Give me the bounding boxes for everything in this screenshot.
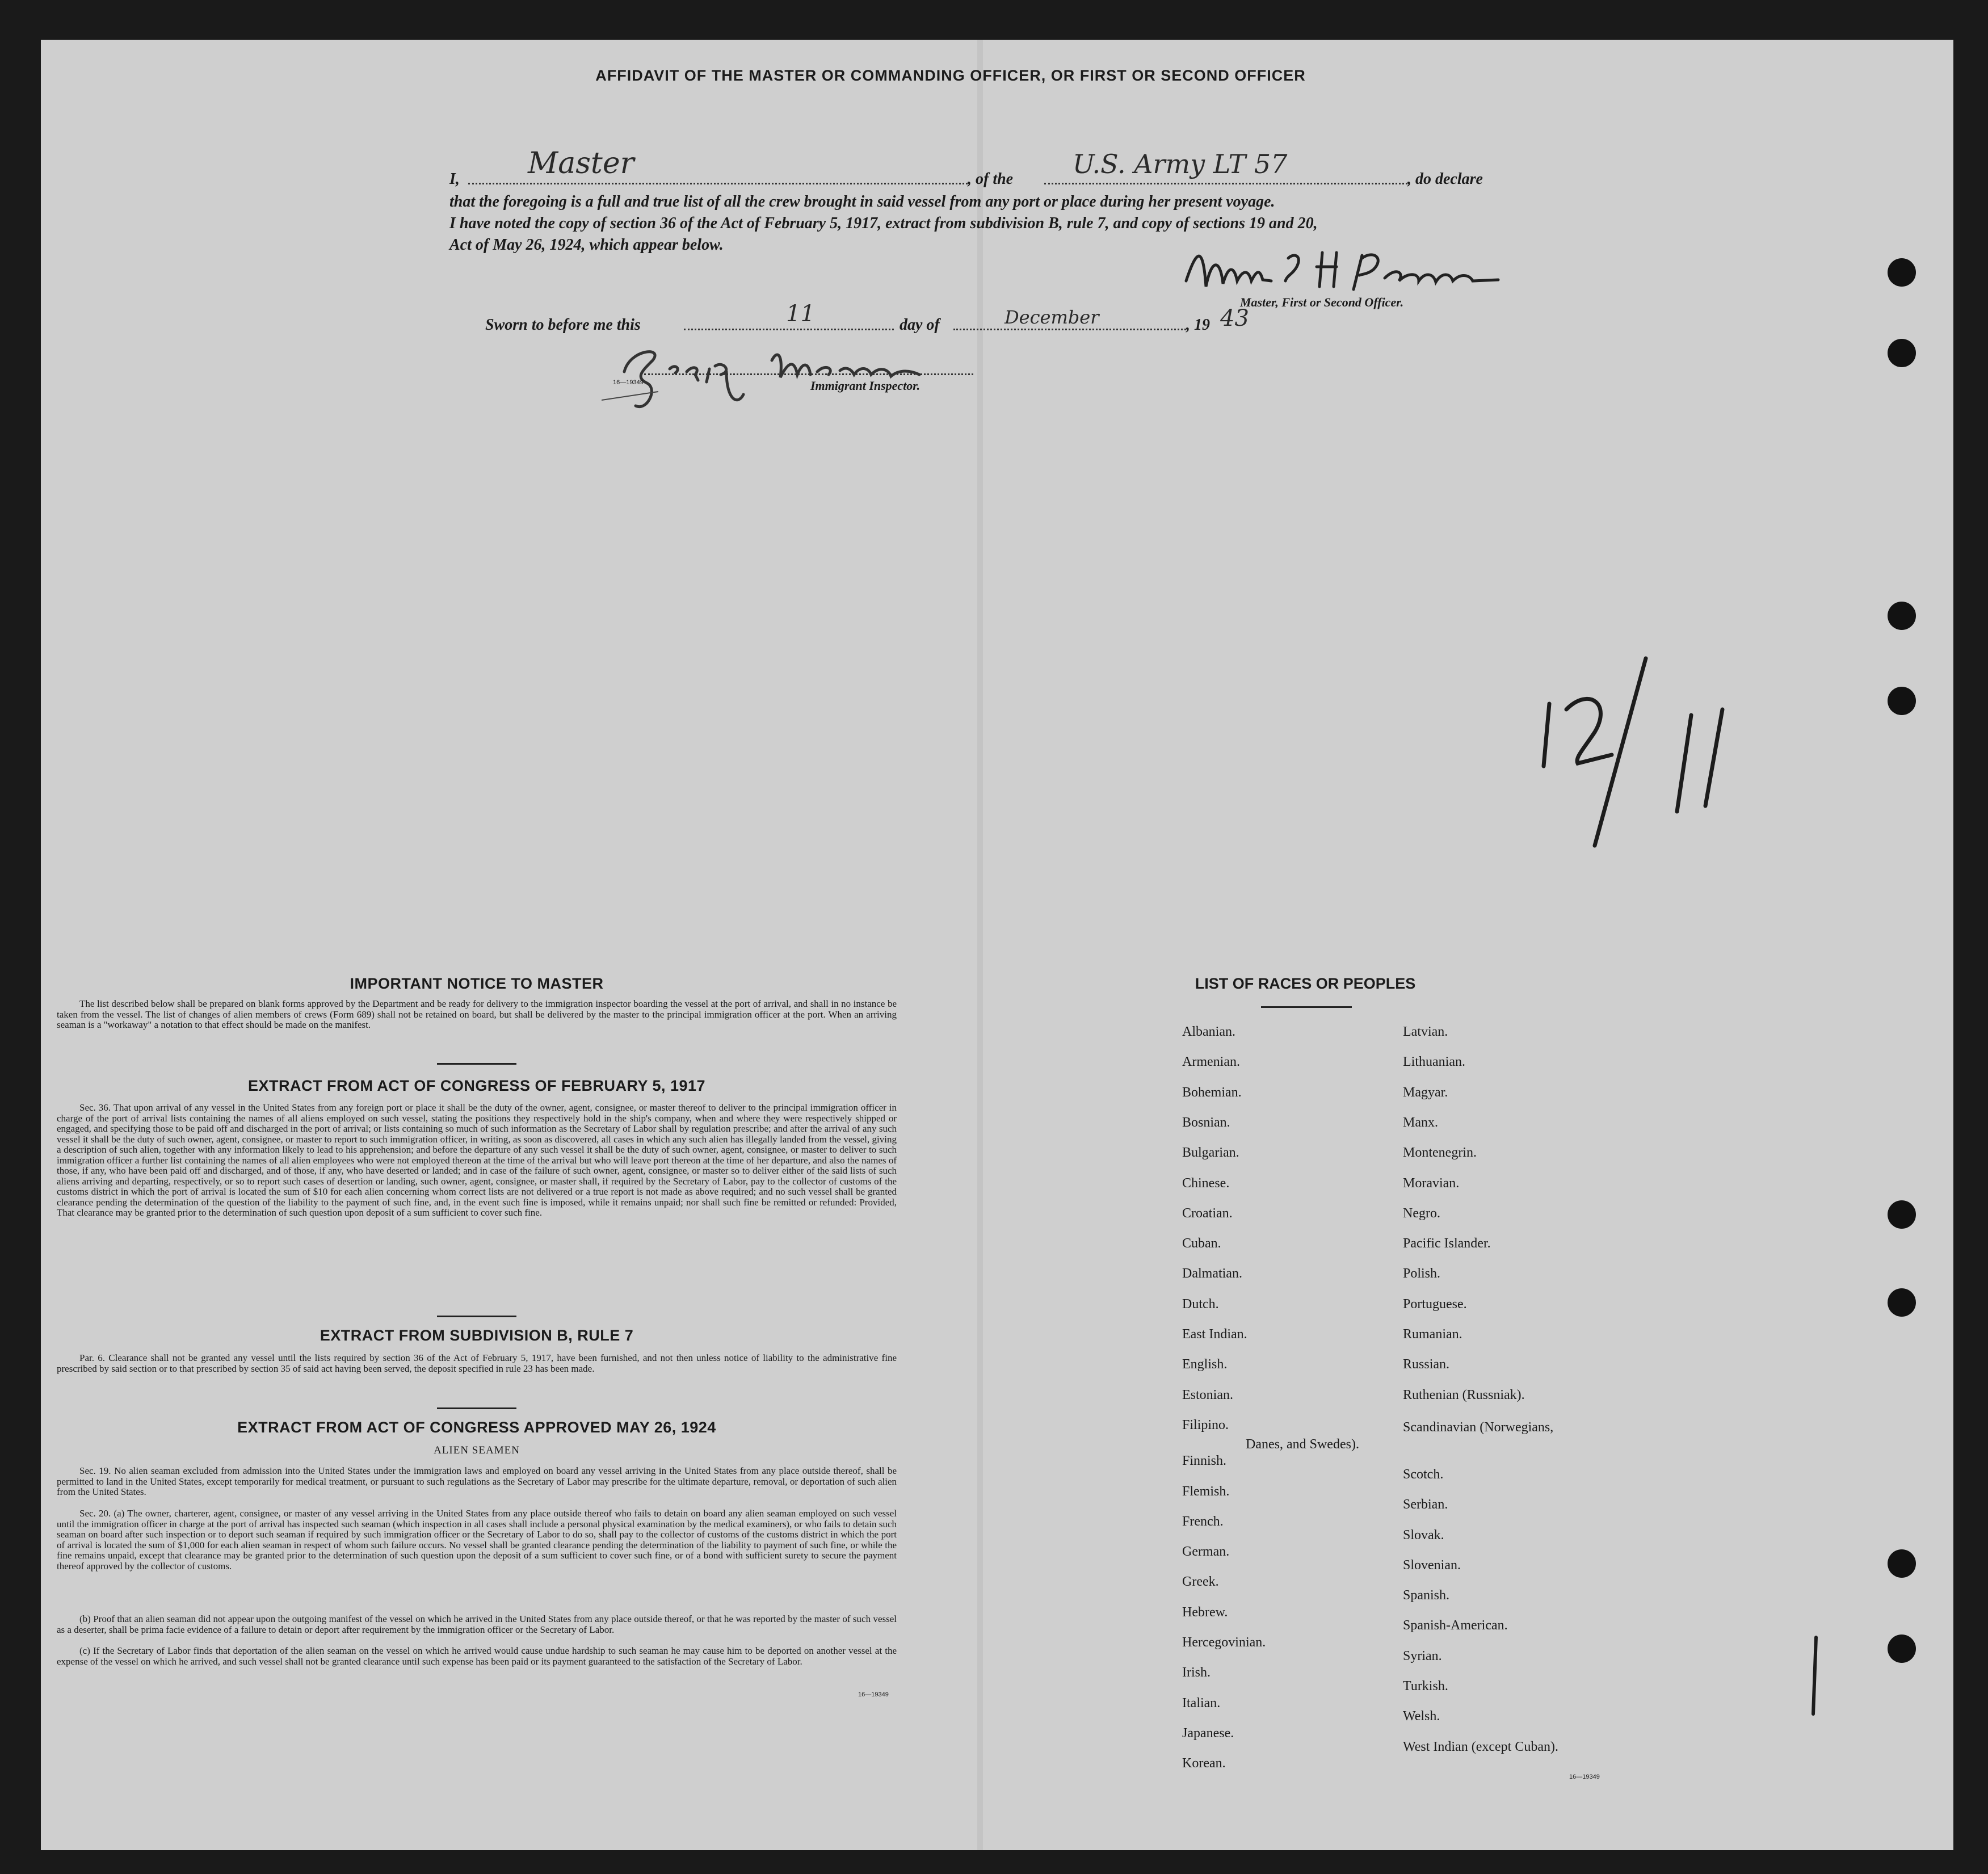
race-item: Flemish. bbox=[1182, 1484, 1230, 1499]
race-item: Irish. bbox=[1182, 1665, 1211, 1680]
inspector-signature bbox=[602, 338, 965, 417]
race-item: Croatian. bbox=[1182, 1205, 1233, 1221]
race-item: Chinese. bbox=[1182, 1175, 1230, 1191]
affidavit-line1-declare: , do declare bbox=[1407, 170, 1483, 188]
race-item: Polish. bbox=[1403, 1266, 1441, 1281]
extract-1917-body: Sec. 36. That upon arrival of any vessel in the United States from any foreign port or place it shall be the duty of the owner, agent, consignee, or master thereof to deliver to the principal immigration officer in charge of the port of arrival lists containing the names of all aliens employed on such vessel, stating the positions they respectively hold in the ship's company, when and where they were respectively shipped or engaged, and specifying those to be paid off and discharged in the port of arrival; or lists containing so much of such information as the Secretary of Labor shall by regulation prescribe; and after the arrival of any such vessel it shall be the duty of such owner, agent, consignee, or master to report to such immigration officer, in writing, as soon as discovered, all cases in which any such alien has illegally landed from the vessel, giving a description of such alien, together with any information likely to lead to his apprehension; and before the departure of any such vessel it shall be the duty of such owner, agent, consignee, or master to deliver to such immigration officer a further list containing the names of all alien employees who were not employed thereon at the time of the arrival but who will leave port thereon at the time of her departure, and also the names of those, if any, who have been paid off and discharged, and of those, if any, who have deserted or landed; and in case of the failure of such owner, agent, consignee, or master so to deliver either of the said lists of such aliens arriving and departing, respectively, or so to report such cases of desertion or landing, such owner, agent, consignee, or master shall, if required by the Secretary of Labor, pay to the collector of customs of the customs district in which the port of arrival is located the sum of $10 for each alien concerning whom correct lists are not delivered or a true report is not made as above required; and no such vessel shall be granted clearance pending the determination of the question of the liability to the payment of such fine, and, in the event such fine is imposed, while it remains unpaid; nor shall such fine be remitted or refunded: Provided, That clearance may be granted prior to the determination of such question upon deposit of a sum sufficient to cover such fine. bbox=[57, 1102, 897, 1218]
race-item: Hebrew. bbox=[1182, 1604, 1228, 1620]
extract-1917-rule bbox=[437, 1063, 516, 1065]
rule7-body: Par. 6. Clearance shall not be granted any vessel until the lists required by section 36 of the Act of February 5, 1917, have been furnished, and not then unless notice of liability to the administrative fine prescribed by said section or to that prescribed by section 35 of said act having been served, the deposit specified in rule 23 has been made. bbox=[57, 1352, 897, 1374]
inspector-line bbox=[644, 373, 973, 375]
binder-hole bbox=[1888, 1549, 1916, 1578]
notice-title: IMPORTANT NOTICE TO MASTER bbox=[350, 975, 604, 992]
race-item: Spanish. bbox=[1403, 1588, 1450, 1603]
race-item: Scotch. bbox=[1403, 1467, 1444, 1482]
race-item: Serbian. bbox=[1403, 1497, 1448, 1512]
binder-hole bbox=[1888, 1200, 1916, 1229]
race-item: Filipino. bbox=[1182, 1417, 1229, 1432]
sec20c-body: (c) If the Secretary of Labor finds that deportation of the alien seaman on the vessel on which he arrived would cause undue hardship to such seaman he may cause him to be deported on another vessel at the expense of the vessel on which he arrived, and such vessel shall not be granted clearance until such expense has been paid or its payment guaranteed to the satisfaction of the Secretary of Labor. bbox=[57, 1645, 897, 1667]
race-item: East Indian. bbox=[1182, 1327, 1247, 1342]
race-item: Italian. bbox=[1182, 1695, 1221, 1711]
race-item: English. bbox=[1182, 1357, 1228, 1372]
race-item: Dutch. bbox=[1182, 1296, 1219, 1312]
races-title: LIST OF RACES OR PEOPLES bbox=[1195, 975, 1416, 992]
rule7-rule bbox=[437, 1316, 516, 1317]
race-item: Negro. bbox=[1403, 1205, 1440, 1221]
race-item: Japanese. bbox=[1182, 1725, 1234, 1741]
race-item: Welsh. bbox=[1403, 1709, 1440, 1724]
race-item: Armenian. bbox=[1182, 1054, 1240, 1070]
race-item: Ruthenian (Russniak). bbox=[1403, 1387, 1525, 1402]
sec20a-body: Sec. 20. (a) The owner, charterer, agent, consignee, or master of any vessel arriving in the United States from any place outside thereof who fails to detain on board any alien seaman employed on such vessel until the immigration officer in charge at the port of arrival has inspected such seaman (which inspection in all cases shall include a personal physical examination by the medical examiners), or who fails to detain such seaman on board after such inspection or to deport such seaman if required by such immigration officer or the Secretary of Labor to do so, shall pay to the collector of customs of the customs district in which the port of arrival is located the sum of $1,000 for each alien seaman in respect of whom such failure occurs. No vessel shall be granted clearance pending the determination of the liability to payment of such fine, or while the fine remains unpaid, except that clearance may be granted prior to the determination of such question upon the deposit of a sum sufficient to cover such fine, or of a bond with sufficient surety to secure the payment thereof approved by the collector of customs. bbox=[57, 1508, 897, 1572]
rule7-title: EXTRACT FROM SUBDIVISION B, RULE 7 bbox=[320, 1327, 634, 1344]
race-item: Syrian. bbox=[1403, 1648, 1442, 1663]
race-item: Lithuanian. bbox=[1403, 1054, 1465, 1070]
race-item: Latvian. bbox=[1403, 1024, 1448, 1039]
race-item: Pacific Islander. bbox=[1403, 1236, 1491, 1251]
race-item: West Indian (except Cuban). bbox=[1403, 1739, 1558, 1754]
race-item: Russian. bbox=[1403, 1357, 1450, 1372]
year-handwritten: 43 bbox=[1220, 305, 1249, 331]
race-item: Montenegrin. bbox=[1403, 1145, 1477, 1161]
affidavit-line3: I have noted the copy of section 36 of the Act of February 5, 1917, extract from subdivision B, rule 7, and copy of sections 19 and 20, bbox=[449, 215, 1318, 232]
sworn-day-handwritten: 11 bbox=[786, 301, 815, 327]
form-number-affidavit: 16—19349 bbox=[613, 379, 644, 386]
day-of-label: day of bbox=[900, 316, 940, 334]
affidavit-line4: Act of May 26, 1924, which appear below. bbox=[449, 236, 724, 254]
extract-1924-title: EXTRACT FROM ACT OF CONGRESS APPROVED MAY 26, 1924 bbox=[237, 1419, 716, 1436]
race-item: French. bbox=[1182, 1514, 1224, 1529]
sec20b-body: (b) Proof that an alien seaman did not appear upon the outgoing manifest of the vessel on which he arrived in the United States from any place outside thereof, or that he was reported by the master of such vessel as a deserter, shall be prima facie evidence of a failure to detain or deport after requirement by the immigration officer or the Secretary of Labor. bbox=[57, 1614, 897, 1635]
race-item: German. bbox=[1182, 1544, 1230, 1560]
master-name-handwritten: Master bbox=[528, 146, 634, 180]
binder-hole bbox=[1888, 1288, 1916, 1317]
race-item: Bulgarian. bbox=[1182, 1145, 1239, 1161]
sworn-label: Sworn to before me this bbox=[485, 316, 641, 334]
race-item: Dalmatian. bbox=[1182, 1266, 1242, 1281]
race-item: Danes, and Swedes). bbox=[1246, 1436, 1359, 1452]
margin-mark bbox=[1805, 1635, 1827, 1720]
race-item: Spanish-American. bbox=[1403, 1618, 1508, 1633]
race-item: Slovak. bbox=[1403, 1527, 1444, 1543]
vessel-name-handwritten: U.S. Army LT 57 bbox=[1073, 149, 1288, 179]
affidavit-line2: that the foregoing is a full and true list of all the crew brought in said vessel from any port or place during her present voyage. bbox=[449, 193, 1275, 211]
race-item: Finnish. bbox=[1182, 1453, 1227, 1469]
race-item: Albanian. bbox=[1182, 1024, 1235, 1039]
year-prefix: , 19 bbox=[1186, 316, 1210, 334]
sworn-month-handwritten: December bbox=[1004, 306, 1099, 328]
race-item: Turkish. bbox=[1403, 1679, 1448, 1694]
race-item: Scandinavian (Norwegians, bbox=[1403, 1419, 1554, 1435]
race-item: Rumanian. bbox=[1403, 1327, 1462, 1342]
race-item: Bosnian. bbox=[1182, 1115, 1230, 1130]
race-item: Estonian. bbox=[1182, 1387, 1233, 1402]
affidavit-line1-i: I, bbox=[449, 170, 460, 188]
affidavit-line1-of: , of the bbox=[968, 170, 1014, 188]
binder-hole bbox=[1888, 602, 1916, 630]
alien-seamen-subtitle: ALIEN SEAMEN bbox=[434, 1444, 520, 1456]
race-item: Greek. bbox=[1182, 1574, 1219, 1590]
binder-hole bbox=[1888, 1635, 1916, 1663]
inspector-caption: Immigrant Inspector. bbox=[810, 379, 921, 393]
officer-signature bbox=[1180, 241, 1510, 304]
margin-note-12-11 bbox=[1527, 653, 1765, 857]
race-item: Slovenian. bbox=[1403, 1557, 1461, 1573]
race-item: Cuban. bbox=[1182, 1236, 1221, 1251]
document-sheet bbox=[41, 40, 1953, 1850]
race-item: Portuguese. bbox=[1403, 1296, 1467, 1312]
center-fold bbox=[977, 40, 983, 1850]
form-number-extract: 16—19349 bbox=[858, 1691, 889, 1698]
race-item: Hercegovinian. bbox=[1182, 1635, 1266, 1650]
form-number-races: 16—19349 bbox=[1569, 1774, 1600, 1780]
race-item: Moravian. bbox=[1403, 1175, 1460, 1191]
race-item: Korean. bbox=[1182, 1756, 1226, 1771]
extract-1917-title: EXTRACT FROM ACT OF CONGRESS OF FEBRUARY 5, 1917 bbox=[247, 1077, 706, 1094]
race-item: Bohemian. bbox=[1182, 1085, 1242, 1100]
race-item: Manx. bbox=[1403, 1115, 1438, 1130]
officer-caption: Master, First or Second Officer. bbox=[1240, 295, 1404, 309]
notice-body: The list described below shall be prepared on blank forms approved by the Department and be ready for delivery to the immigration inspector boarding the vessel at the port of arrival, and shall in no instance be taken from the vessel. The list of changes of alien members of crews (Form 689) shall not be retained on board, but shall be delivered by the master to the principal immigration officer at the port. When an arriving seaman is a "workaway" a notation to that effect should be made on the manifest. bbox=[57, 998, 897, 1030]
binder-hole bbox=[1888, 258, 1916, 287]
binder-hole bbox=[1888, 687, 1916, 715]
binder-hole bbox=[1888, 339, 1916, 367]
sec19-body: Sec. 19. No alien seaman excluded from admission into the United States under the immigration laws and employed on board any vessel arriving in the United States from any place outside thereof, shall be permitted to land in the United States, except temporarily for medical treatment, or pursuant to such regulations as the Secretary of Labor may prescribe for the ultimate departure, removal, or deportation of such alien from the United States. bbox=[57, 1465, 897, 1497]
races-rule bbox=[1261, 1006, 1352, 1008]
affidavit-title: AFFIDAVIT OF THE MASTER OR COMMANDING OFFICER, OR FIRST OR SECOND OFFICER bbox=[595, 67, 1306, 84]
extract-1924-rule bbox=[437, 1407, 516, 1409]
race-item: Magyar. bbox=[1403, 1085, 1448, 1100]
